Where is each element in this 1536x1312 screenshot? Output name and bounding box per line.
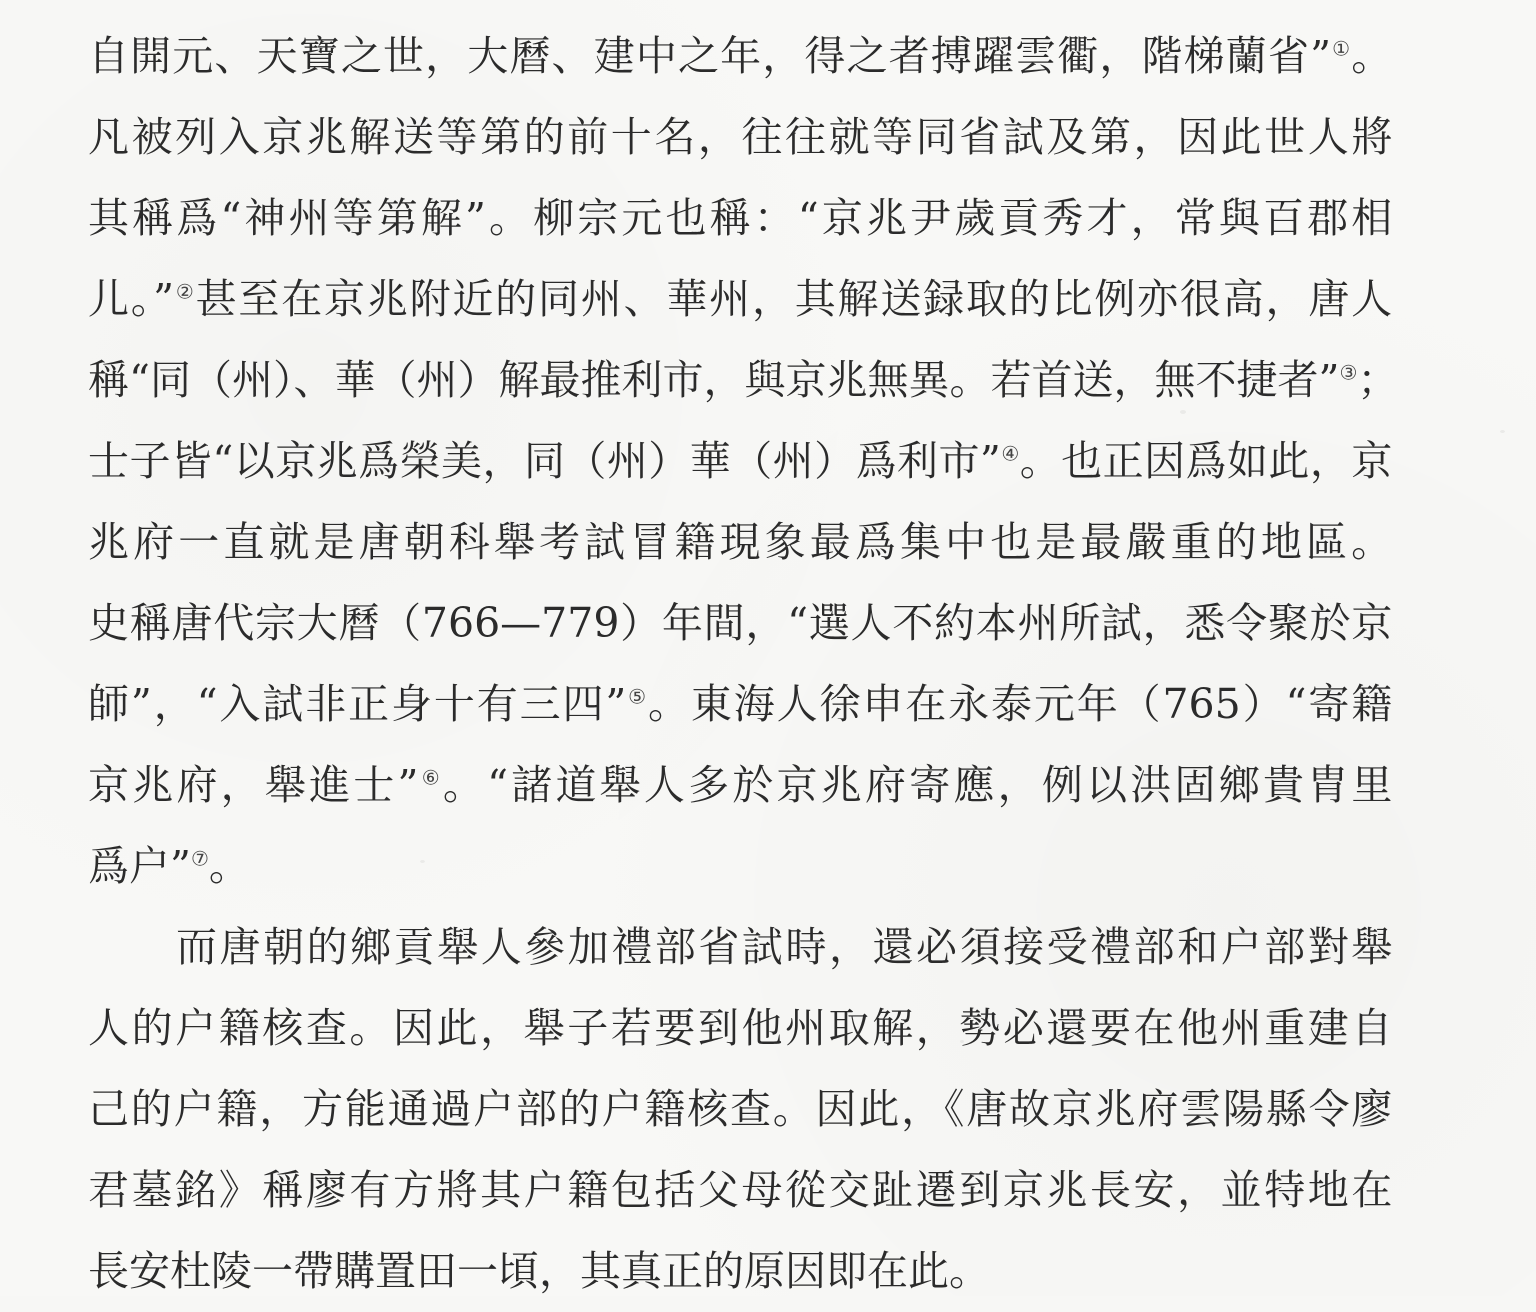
paper-speck [1500,430,1505,433]
text-line: 史稱唐代宗大曆（766—779）年間，“選人不約本州所試，悉令聚於京 [88,599,1393,647]
text-line: 儿。”②甚至在京兆附近的同州、華州，其解送録取的比例亦很高，唐人 [88,275,1393,323]
body-text [88,16,1399,1312]
footnote-marker: ⑤ [626,684,648,709]
text-line: 長安杜陵一帶購置田一頃，其真正的原因即在此。 [88,1247,990,1295]
text-line: 師”，“入試非正身十有三四”⑤。東海人徐申在永泰元年（765）“寄籍 [88,680,1393,728]
footnote-marker: ④ [1000,441,1020,466]
text-line: 人的户籍核查。因此，舉子若要到他州取解，勢必還要在他州重建自 [88,1004,1393,1052]
text-line: 自開元、天寶之世，大曆、建中之年，得之者搏躍雲衢，階梯蘭省”①。 [88,32,1393,80]
text-line: 凡被列入京兆解送等第的前十名，往往就等同省試及第，因此世人將 [88,113,1393,161]
text-line: 士子皆“以京兆爲榮美，同（州）華（州）爲利市”④。也正因爲如此，京 [88,437,1393,485]
text-line: 爲户”⑦。 [88,842,250,890]
footnote-marker: ⑥ [418,765,443,790]
footnote-marker: ⑦ [190,846,209,871]
footnote-marker: ③ [1339,360,1358,385]
footnote-marker: ② [174,279,196,304]
text-line: 其稱爲“神州等第解”。柳宗元也稱：“京兆尹歲貢秀才，常與百郡相 [88,194,1393,242]
text-line: 兆府一直就是唐朝科舉考試冒籍現象最爲集中也是最嚴重的地區。 [88,518,1393,566]
text-line: 稱“同（州）、華（州）解最推利市，與京兆無異。若首送，無不捷者”③； [88,356,1399,404]
text-line: 君墓銘》稱廖有方將其户籍包括父母從交趾遷到京兆長安，並特地在 [88,1166,1393,1214]
text-line: 己的户籍，方能通過户部的户籍核查。因此，《唐故京兆府雲陽縣令廖 [88,1085,1393,1133]
text-line: 京兆府，舉進士”⑥。“諸道舉人多於京兆府寄應，例以洪固鄉貴胄里 [88,761,1393,809]
footnote-marker: ① [1331,36,1352,61]
text-line: 而唐朝的鄉貢舉人參加禮部省試時，還必須接受禮部和户部對舉 [176,923,1393,971]
